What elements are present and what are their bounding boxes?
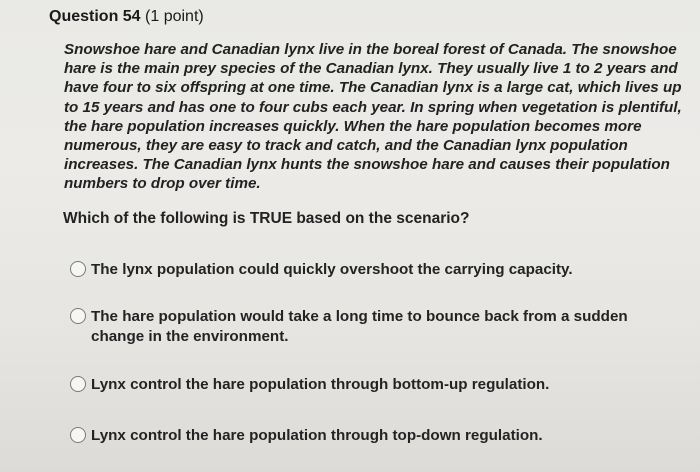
answer-option-d[interactable] (70, 426, 671, 446)
question-title: Question 54 (49, 8, 141, 25)
answer-option-a[interactable] (70, 260, 671, 280)
answer-option-c[interactable] (70, 375, 671, 395)
radio-button-a[interactable] (70, 261, 86, 277)
question-header (49, 8, 204, 26)
answer-label-a[interactable]: The lynx population could quickly overshoot the carrying capacity. (91, 261, 573, 278)
radio-button-d[interactable] (70, 427, 86, 443)
answer-label-c[interactable]: Lynx control the hare population through bottom-up regulation. (91, 376, 550, 393)
scenario-text: Snowshoe hare and Canadian lynx live in the boreal forest of Canada. The snowshoe hare is the main prey species of the Canadian lynx. They usually live 1 to 2 years and have four to six offspring at one time. The Canadian lynx is a large cat, which lives up to 15 years and has one to four cubs each year. In spring when vegetation is plentiful, the hare population increases quickly. When the hare population becomes more numerous, they are easy to track and catch, and the Canadian lynx population increases. The Canadian lynx hunts the snowshoe hare and causes their population numbers to drop over time. (64, 41, 682, 193)
answer-option-b[interactable] (70, 307, 671, 347)
question-prompt: Which of the following is TRUE based on the scenario? (63, 210, 470, 227)
radio-button-c[interactable] (70, 376, 86, 392)
radio-button-b[interactable] (70, 308, 86, 324)
answer-label-b[interactable]: The hare population would take a long time to bounce back from a sudden change in the environment. (91, 308, 628, 345)
answer-label-d[interactable]: Lynx control the hare population through top-down regulation. (91, 427, 543, 444)
question-points: (1 point) (145, 8, 204, 25)
